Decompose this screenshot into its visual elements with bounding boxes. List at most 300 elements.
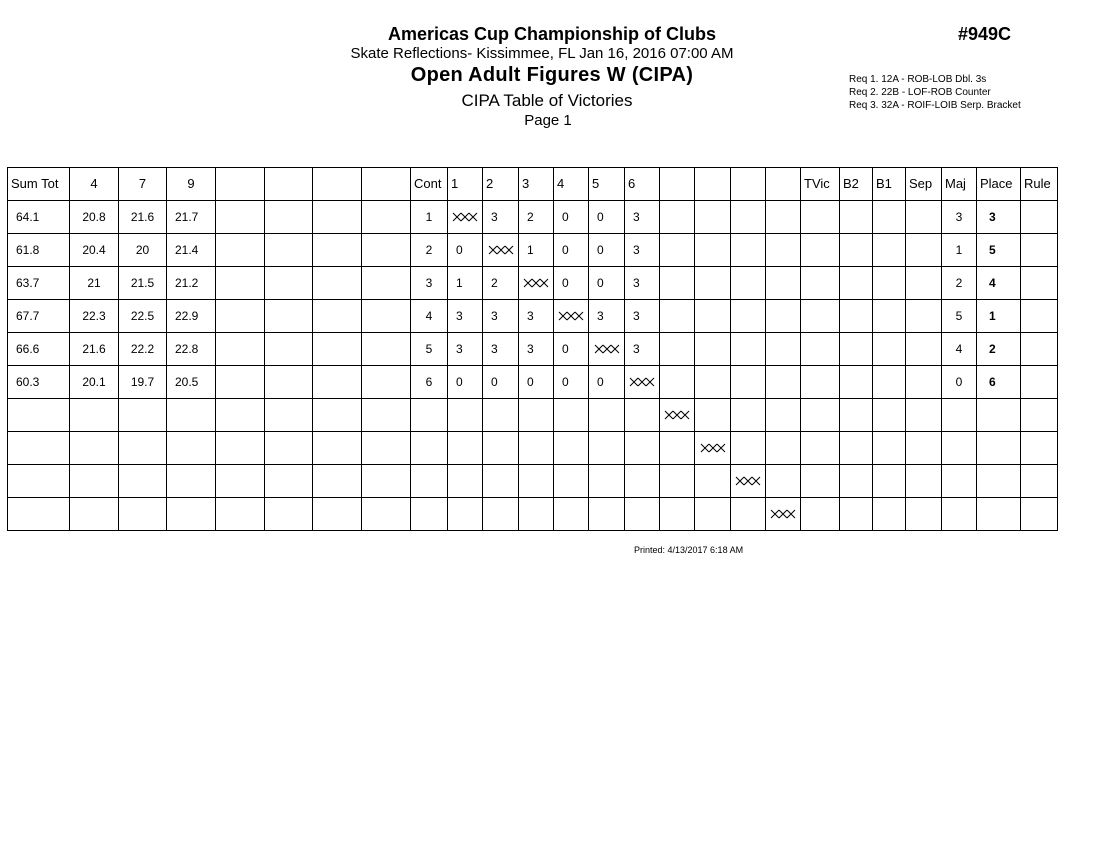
versus-cell: 0 (448, 234, 483, 267)
judge-9-score-cell (167, 465, 216, 498)
empty-cell (873, 201, 906, 234)
majority-cell (942, 498, 977, 531)
judge-7-score-cell: 21.6 (119, 201, 167, 234)
column-header: 4 (70, 168, 119, 201)
empty-cell (313, 498, 362, 531)
empty-cell (906, 366, 942, 399)
empty-cell (313, 432, 362, 465)
empty-cell (840, 465, 873, 498)
judge-4-score-cell (70, 432, 119, 465)
empty-cell (216, 234, 265, 267)
versus-cell-self (660, 399, 695, 432)
sum-total-cell: 61.8 (8, 234, 70, 267)
versus-cell (731, 267, 766, 300)
versus-cell: 3 (448, 300, 483, 333)
versus-cell: 3 (519, 333, 554, 366)
majority-cell (942, 432, 977, 465)
empty-cell (873, 366, 906, 399)
judge-9-score-cell: 20.5 (167, 366, 216, 399)
versus-cell: 0 (554, 267, 589, 300)
majority-cell: 0 (942, 366, 977, 399)
column-header: Place (977, 168, 1021, 201)
contestant-cell: 2 (411, 234, 448, 267)
majority-cell: 5 (942, 300, 977, 333)
empty-cell (873, 465, 906, 498)
rule-cell (1021, 267, 1058, 300)
empty-cell (873, 399, 906, 432)
empty-cell (265, 465, 313, 498)
self-match-x-icon (488, 245, 514, 255)
versus-cell: 2 (483, 267, 519, 300)
empty-cell (801, 399, 840, 432)
empty-cell (216, 399, 265, 432)
empty-cell (873, 333, 906, 366)
empty-cell (216, 333, 265, 366)
requirements-list (849, 73, 1021, 112)
versus-cell (589, 432, 625, 465)
versus-cell (731, 300, 766, 333)
empty-cell (216, 432, 265, 465)
versus-cell (519, 465, 554, 498)
versus-cell (660, 498, 695, 531)
empty-cell (873, 300, 906, 333)
empty-cell (840, 234, 873, 267)
table-row (8, 300, 1058, 333)
empty-cell (216, 201, 265, 234)
victories-table (7, 167, 1058, 531)
versus-cell: 3 (519, 300, 554, 333)
empty-cell (362, 399, 411, 432)
versus-cell (625, 498, 660, 531)
empty-cell (216, 267, 265, 300)
empty-cell (362, 300, 411, 333)
versus-cell (483, 399, 519, 432)
majority-cell (942, 399, 977, 432)
empty-cell (265, 234, 313, 267)
self-match-x-icon (700, 443, 726, 453)
contestant-cell (411, 399, 448, 432)
empty-cell (801, 234, 840, 267)
printed-timestamp: Printed: 4/13/2017 6:18 AM (634, 545, 744, 555)
column-header (695, 168, 731, 201)
column-header (313, 168, 362, 201)
versus-cell (731, 366, 766, 399)
sum-total-cell: 67.7 (8, 300, 70, 333)
rule-cell (1021, 465, 1058, 498)
empty-cell (801, 201, 840, 234)
judge-9-score-cell (167, 432, 216, 465)
versus-cell (448, 498, 483, 531)
versus-cell-self (695, 432, 731, 465)
sum-total-cell (8, 432, 70, 465)
versus-cell (519, 432, 554, 465)
column-header (766, 168, 801, 201)
versus-cell (695, 300, 731, 333)
empty-cell (801, 465, 840, 498)
judge-9-score-cell (167, 498, 216, 531)
rule-cell (1021, 399, 1058, 432)
rule-cell (1021, 366, 1058, 399)
versus-cell: 3 (625, 333, 660, 366)
versus-cell (554, 432, 589, 465)
versus-cell (589, 399, 625, 432)
versus-cell (766, 432, 801, 465)
empty-cell (801, 366, 840, 399)
judge-7-score-cell: 19.7 (119, 366, 167, 399)
empty-cell (265, 498, 313, 531)
empty-cell (873, 432, 906, 465)
empty-cell (265, 399, 313, 432)
event-number: #949C (958, 24, 1012, 44)
versus-cell (660, 432, 695, 465)
versus-cell (731, 201, 766, 234)
table-row (8, 432, 1058, 465)
empty-cell (801, 432, 840, 465)
empty-cell (362, 498, 411, 531)
column-header: 3 (519, 168, 554, 201)
majority-cell: 3 (942, 201, 977, 234)
column-header: Rule (1021, 168, 1058, 201)
column-header: 5 (589, 168, 625, 201)
versus-cell (625, 432, 660, 465)
versus-cell (731, 498, 766, 531)
judge-7-score-cell: 22.5 (119, 300, 167, 333)
empty-cell (906, 234, 942, 267)
judge-9-score-cell: 21.4 (167, 234, 216, 267)
contestant-cell: 6 (411, 366, 448, 399)
rule-cell (1021, 333, 1058, 366)
rule-cell (1021, 498, 1058, 531)
column-header (265, 168, 313, 201)
empty-cell (873, 234, 906, 267)
contestant-cell: 1 (411, 201, 448, 234)
header-row (8, 168, 1058, 201)
empty-cell (801, 267, 840, 300)
versus-cell-self (554, 300, 589, 333)
versus-cell (519, 399, 554, 432)
empty-cell (216, 366, 265, 399)
column-header: Maj (942, 168, 977, 201)
empty-cell (840, 366, 873, 399)
empty-cell (265, 300, 313, 333)
judge-7-score-cell (119, 498, 167, 531)
judge-4-score-cell (70, 498, 119, 531)
versus-cell (695, 201, 731, 234)
table-row (8, 333, 1058, 366)
versus-cell: 3 (625, 300, 660, 333)
versus-cell: 0 (554, 234, 589, 267)
contestant-cell: 3 (411, 267, 448, 300)
judge-4-score-cell: 20.1 (70, 366, 119, 399)
judge-4-score-cell: 22.3 (70, 300, 119, 333)
sum-total-cell (8, 498, 70, 531)
empty-cell (313, 333, 362, 366)
versus-cell: 1 (519, 234, 554, 267)
versus-cell: 3 (625, 234, 660, 267)
versus-cell: 0 (589, 201, 625, 234)
versus-cell (660, 234, 695, 267)
versus-cell (766, 300, 801, 333)
versus-cell: 0 (589, 366, 625, 399)
versus-cell: 2 (519, 201, 554, 234)
place-cell: 1 (977, 300, 1021, 333)
requirement-1: Req 1. 12A - ROB-LOB Dbl. 3s (849, 74, 987, 85)
versus-cell (519, 498, 554, 531)
judge-9-score-cell: 22.8 (167, 333, 216, 366)
empty-cell (840, 399, 873, 432)
versus-cell (695, 465, 731, 498)
versus-cell (448, 399, 483, 432)
versus-cell (731, 234, 766, 267)
versus-cell (589, 465, 625, 498)
column-header: B2 (840, 168, 873, 201)
sum-total-cell: 60.3 (8, 366, 70, 399)
empty-cell (840, 267, 873, 300)
table-row (8, 366, 1058, 399)
self-match-x-icon (452, 212, 478, 222)
versus-cell-self (589, 333, 625, 366)
judge-4-score-cell: 21.6 (70, 333, 119, 366)
versus-cell-self (448, 201, 483, 234)
empty-cell (362, 201, 411, 234)
column-header: 1 (448, 168, 483, 201)
versus-cell (766, 465, 801, 498)
versus-cell (766, 399, 801, 432)
versus-cell: 0 (554, 366, 589, 399)
requirement-2: Req 2. 22B - LOF-ROB Counter (849, 87, 991, 98)
place-cell: 4 (977, 267, 1021, 300)
versus-cell-self (519, 267, 554, 300)
judge-4-score-cell (70, 465, 119, 498)
rule-cell (1021, 201, 1058, 234)
place-cell: 3 (977, 201, 1021, 234)
versus-cell: 0 (483, 366, 519, 399)
judge-7-score-cell (119, 399, 167, 432)
versus-cell (660, 333, 695, 366)
empty-cell (906, 498, 942, 531)
empty-cell (906, 333, 942, 366)
judge-7-score-cell (119, 465, 167, 498)
sum-total-cell (8, 465, 70, 498)
majority-cell (942, 465, 977, 498)
empty-cell (840, 300, 873, 333)
majority-cell: 4 (942, 333, 977, 366)
table-name: CIPA Table of Victories (461, 91, 633, 110)
place-cell: 6 (977, 366, 1021, 399)
majority-cell: 2 (942, 267, 977, 300)
place-cell: 2 (977, 333, 1021, 366)
empty-cell (362, 366, 411, 399)
judge-7-score-cell: 20 (119, 234, 167, 267)
place-cell (977, 399, 1021, 432)
empty-cell (313, 267, 362, 300)
column-header: 6 (625, 168, 660, 201)
judge-4-score-cell: 20.4 (70, 234, 119, 267)
versus-cell (766, 201, 801, 234)
versus-cell: 0 (554, 201, 589, 234)
class-name: Open Adult Figures W (CIPA) (410, 64, 694, 86)
versus-cell (660, 267, 695, 300)
majority-cell: 1 (942, 234, 977, 267)
column-header (660, 168, 695, 201)
versus-cell: 0 (589, 267, 625, 300)
versus-cell (731, 333, 766, 366)
empty-cell (216, 465, 265, 498)
place-cell (977, 465, 1021, 498)
place-cell: 5 (977, 234, 1021, 267)
empty-cell (906, 465, 942, 498)
empty-cell (840, 432, 873, 465)
sum-total-cell: 66.6 (8, 333, 70, 366)
column-header: 9 (167, 168, 216, 201)
table-row (8, 234, 1058, 267)
empty-cell (840, 201, 873, 234)
versus-cell (695, 234, 731, 267)
table-row (8, 498, 1058, 531)
versus-cell (660, 201, 695, 234)
versus-cell (660, 366, 695, 399)
versus-cell (695, 366, 731, 399)
requirement-3: Req 3. 32A - ROIF-LOIB Serp. Bracket (849, 100, 1021, 111)
contestant-cell: 5 (411, 333, 448, 366)
empty-cell (801, 300, 840, 333)
versus-cell: 0 (589, 234, 625, 267)
versus-cell (766, 366, 801, 399)
event-line: Skate Reflections- Kissimmee, FL Jan 16, 2016 07:00 AM (350, 45, 734, 62)
versus-cell-self (731, 465, 766, 498)
column-header: 4 (554, 168, 589, 201)
empty-cell (906, 267, 942, 300)
table-row (8, 267, 1058, 300)
versus-cell (554, 465, 589, 498)
column-header (362, 168, 411, 201)
self-match-x-icon (629, 377, 655, 387)
versus-cell: 1 (448, 267, 483, 300)
judge-9-score-cell: 22.9 (167, 300, 216, 333)
empty-cell (840, 333, 873, 366)
column-header: Cont (411, 168, 448, 201)
rule-cell (1021, 234, 1058, 267)
versus-cell (766, 333, 801, 366)
empty-cell (873, 267, 906, 300)
self-match-x-icon (594, 344, 620, 354)
versus-cell: 3 (483, 201, 519, 234)
versus-cell: 3 (625, 201, 660, 234)
contestant-cell: 4 (411, 300, 448, 333)
empty-cell (906, 201, 942, 234)
empty-cell (362, 432, 411, 465)
rule-cell (1021, 300, 1058, 333)
self-match-x-icon (735, 476, 761, 486)
report-title: Americas Cup Championship of Clubs (387, 24, 717, 44)
contestant-cell (411, 432, 448, 465)
sum-total-cell: 63.7 (8, 267, 70, 300)
versus-cell: 0 (519, 366, 554, 399)
judge-7-score-cell (119, 432, 167, 465)
contestant-cell (411, 498, 448, 531)
column-header: 7 (119, 168, 167, 201)
column-header (216, 168, 265, 201)
sum-total-cell (8, 399, 70, 432)
judge-7-score-cell: 22.2 (119, 333, 167, 366)
versus-cell (695, 399, 731, 432)
versus-cell (660, 465, 695, 498)
contestant-cell (411, 465, 448, 498)
versus-cell (554, 498, 589, 531)
rule-cell (1021, 432, 1058, 465)
column-header: Sum Tot (8, 168, 70, 201)
versus-cell (766, 234, 801, 267)
versus-cell-self (483, 234, 519, 267)
empty-cell (840, 498, 873, 531)
empty-cell (265, 432, 313, 465)
column-header: TVic (801, 168, 840, 201)
self-match-x-icon (770, 509, 796, 519)
judge-4-score-cell: 20.8 (70, 201, 119, 234)
empty-cell (362, 465, 411, 498)
versus-cell (554, 399, 589, 432)
empty-cell (906, 432, 942, 465)
column-header: B1 (873, 168, 906, 201)
empty-cell (216, 300, 265, 333)
empty-cell (216, 498, 265, 531)
versus-cell (731, 399, 766, 432)
empty-cell (265, 201, 313, 234)
empty-cell (313, 300, 362, 333)
empty-cell (801, 333, 840, 366)
column-header: 2 (483, 168, 519, 201)
versus-cell: 3 (625, 267, 660, 300)
versus-cell (660, 300, 695, 333)
versus-cell: 3 (483, 333, 519, 366)
versus-cell (731, 432, 766, 465)
versus-cell (695, 267, 731, 300)
versus-cell: 0 (448, 366, 483, 399)
empty-cell (265, 366, 313, 399)
empty-cell (362, 267, 411, 300)
versus-cell (695, 498, 731, 531)
self-match-x-icon (664, 410, 690, 420)
versus-cell (448, 465, 483, 498)
versus-cell: 3 (589, 300, 625, 333)
versus-cell: 3 (448, 333, 483, 366)
empty-cell (313, 465, 362, 498)
column-header: Sep (906, 168, 942, 201)
empty-cell (313, 399, 362, 432)
judge-4-score-cell (70, 399, 119, 432)
versus-cell (483, 498, 519, 531)
versus-cell (589, 498, 625, 531)
empty-cell (265, 333, 313, 366)
empty-cell (362, 234, 411, 267)
empty-cell (873, 498, 906, 531)
table-row (8, 399, 1058, 432)
versus-cell (625, 399, 660, 432)
empty-cell (313, 366, 362, 399)
column-header (731, 168, 766, 201)
table-row (8, 465, 1058, 498)
page-number: Page 1 (524, 112, 572, 129)
place-cell (977, 498, 1021, 531)
versus-cell (448, 432, 483, 465)
empty-cell (906, 300, 942, 333)
empty-cell (362, 333, 411, 366)
judge-4-score-cell: 21 (70, 267, 119, 300)
judge-9-score-cell (167, 399, 216, 432)
versus-cell: 3 (483, 300, 519, 333)
versus-cell-self (766, 498, 801, 531)
judge-9-score-cell: 21.2 (167, 267, 216, 300)
